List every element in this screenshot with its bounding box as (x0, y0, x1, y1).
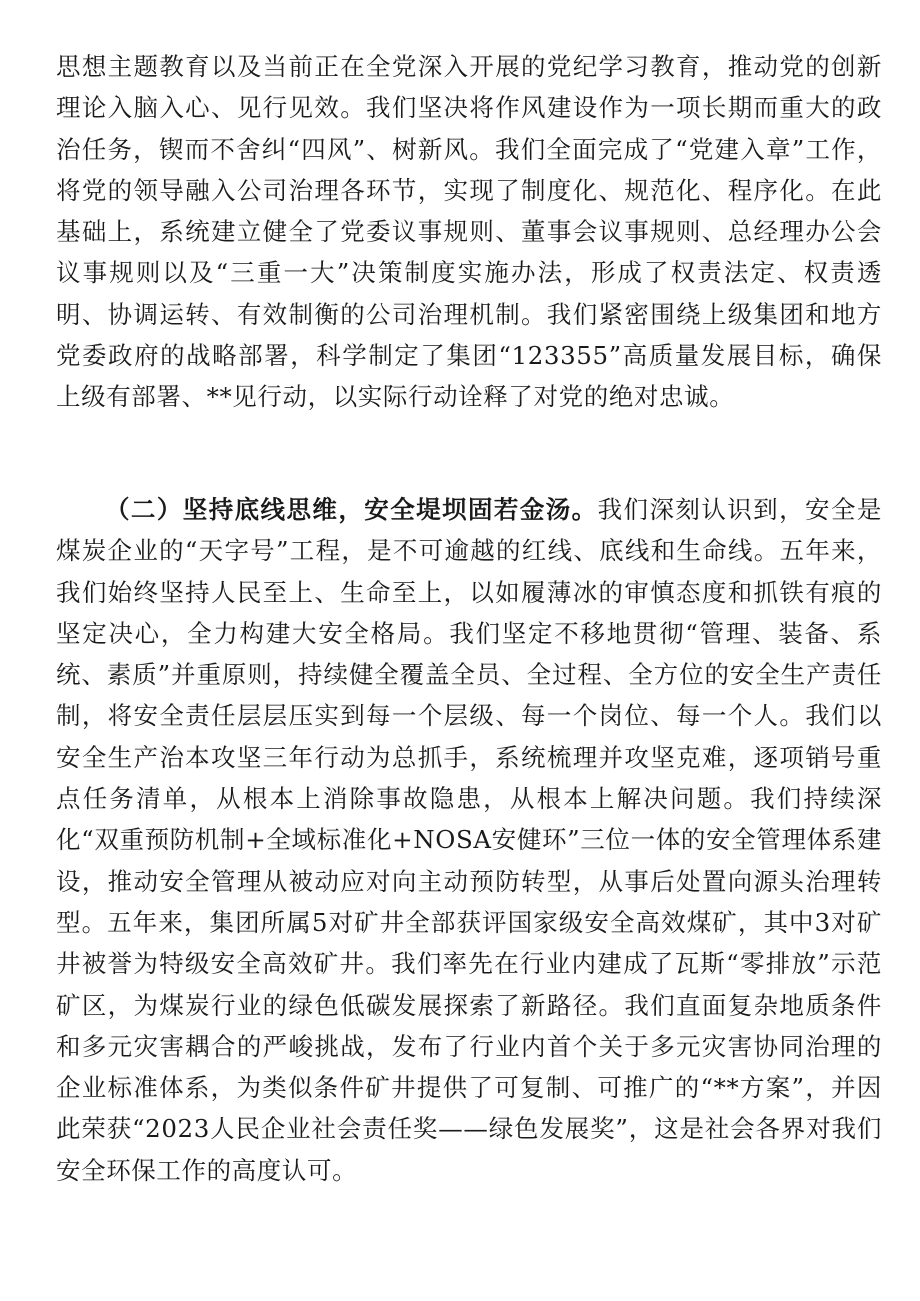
paragraph-safety-body: 我们深刻认识到，安全是煤炭企业的“天字号”工程，是不可逾越的红线、底线和生命线。五年来，我们始终坚持人民至上、生命至上，以如履薄冰的审慎态度和抓铁有痕的坚定决心，全力构建大安全格局。我们坚定不移地贯彻“管理、装备、系统、素质”并重原则，持续健全覆盖全员、全过程、全方位的安全生产责任制，将安全责任层层压实到每一个层级、每一个岗位、每一个人。我们以安全生产治本攻坚三年行动为总抓手，系统梳理并攻坚克难，逐项销号重点任务清单，从根本上消除事故隐患，从根本上解决问题。我们持续深化“双重预防机制+全域标准化+NOSA安健环”三位一体的安全管理体系建设，推动安全管理从被动应对向主动预防转型，从事后处置向源头治理转型。五年来，集团所属5对矿井全部获评国家级安全高效煤矿，其中3对矿井被誉为特级安全高效矿井。我们率先在行业内建成了瓦斯“零排放”示范矿区，为煤炭行业的绿色低碳发展探索了新路径。我们直面复杂地质条件和多元灾害耦合的严峻挑战，发布了行业内首个关于多元灾害协同治理的企业标准体系，为类似条件矿井提供了可复制、可推广的“**方案”，并因此荣获“2023人民企业社会责任奖——绿色发展奖”，这是社会各界对我们安全环保工作的高度认可。 (56, 495, 882, 1185)
section-heading-safety: （二）坚持底线思维，安全堤坝固若金汤。 (105, 495, 598, 524)
paragraph-party-building: 思想主题教育以及当前正在全党深入开展的党纪学习教育，推动党的创新理论入脑入心、见行见效。我们坚决将作风建设作为一项长期而重大的政治任务，锲而不舍纠“四风”、树新风。我们全面完成了“党建入章”工作，将党的领导融入公司治理各环节，实现了制度化、规范化、程序化。在此基础上，系统建立健全了党委议事规则、董事会议事规则、总经理办公会议事规则以及“三重一大”决策制度实施办法，形成了权责法定、权责透明、协调运转、有效制衡的公司治理机制。我们紧密围绕上级集团和地方党委政府的战略部署，科学制定了集团“123355”高质量发展目标，确保上级有部署、**见行动，以实际行动诠释了对党的绝对忠诚。 (56, 52, 882, 412)
paragraph-safety (56, 489, 882, 1191)
